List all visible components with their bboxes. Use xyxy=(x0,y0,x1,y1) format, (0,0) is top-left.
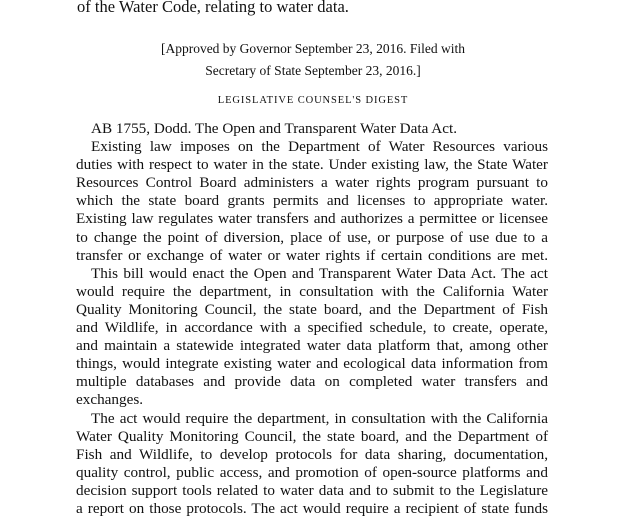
digest-line: Resources Control Board administers a water rights program pursuant to xyxy=(76,174,548,192)
digest-line: The act would require the department, in consultation with the California xyxy=(91,409,548,427)
digest-line: multiple databases and provide data on completed water transfers and xyxy=(76,373,548,391)
digest-heading: LEGISLATIVE COUNSEL'S DIGEST xyxy=(217,95,409,106)
digest-line: would require the department, in consultation with the California Water xyxy=(76,282,548,300)
digest-line: exchanges. xyxy=(76,391,144,409)
digest-line: Existing law imposes on the Department of Water Resources various xyxy=(91,138,548,156)
digest-line: quality control, public access, and promotion of open-source platforms and xyxy=(76,463,548,481)
digest-line: Fish and Wildlife, to develop protocols for data sharing, documentation, xyxy=(76,445,548,463)
digest-line: AB 1755, Dodd. The Open and Transparent Water Data Act. xyxy=(91,120,458,137)
digest-body xyxy=(76,120,548,518)
digest-line: a report on those protocols. The act would require a recipient of state funds xyxy=(76,499,548,517)
digest-line: things, would integrate existing water and ecological data information from xyxy=(76,355,548,373)
digest-line: duties with respect to water in the state. Under existing law, the State Water xyxy=(76,156,548,174)
approval-note xyxy=(0,38,626,82)
digest-line: This bill would enact the Open and Transparent Water Data Act. The act xyxy=(91,264,548,282)
digest-line: decision support tools related to water data and to submit to the Legislature xyxy=(76,481,548,499)
digest-line: transfer or exchange of water or water rights if certain conditions are met. xyxy=(76,246,548,264)
approval-line: [Approved by Governor September 23, 2016. Filed with xyxy=(160,41,466,56)
digest-line: which the state board grants permits and licenses to appropriate water. xyxy=(76,192,548,210)
digest-line: Existing law regulates water transfers and authorizes a permittee or licensee xyxy=(76,210,548,228)
digest-line: and maintain a statewide integrated water data platform that, among other xyxy=(76,337,548,355)
digest-line: to change the point of diversion, place of use, or purpose of use due to a xyxy=(76,228,548,246)
title-continuation: of the Water Code, relating to water data. xyxy=(77,0,349,16)
approval-line: Secretary of State September 23, 2016.] xyxy=(205,63,421,78)
digest-line: and Wildlife, in accordance with a specified schedule, to create, operate, xyxy=(76,319,548,337)
digest-line: Water Quality Monitoring Council, the state board, and the Department of xyxy=(76,427,548,445)
digest-line: Quality Monitoring Council, the state board, and the Department of Fish xyxy=(76,300,548,318)
